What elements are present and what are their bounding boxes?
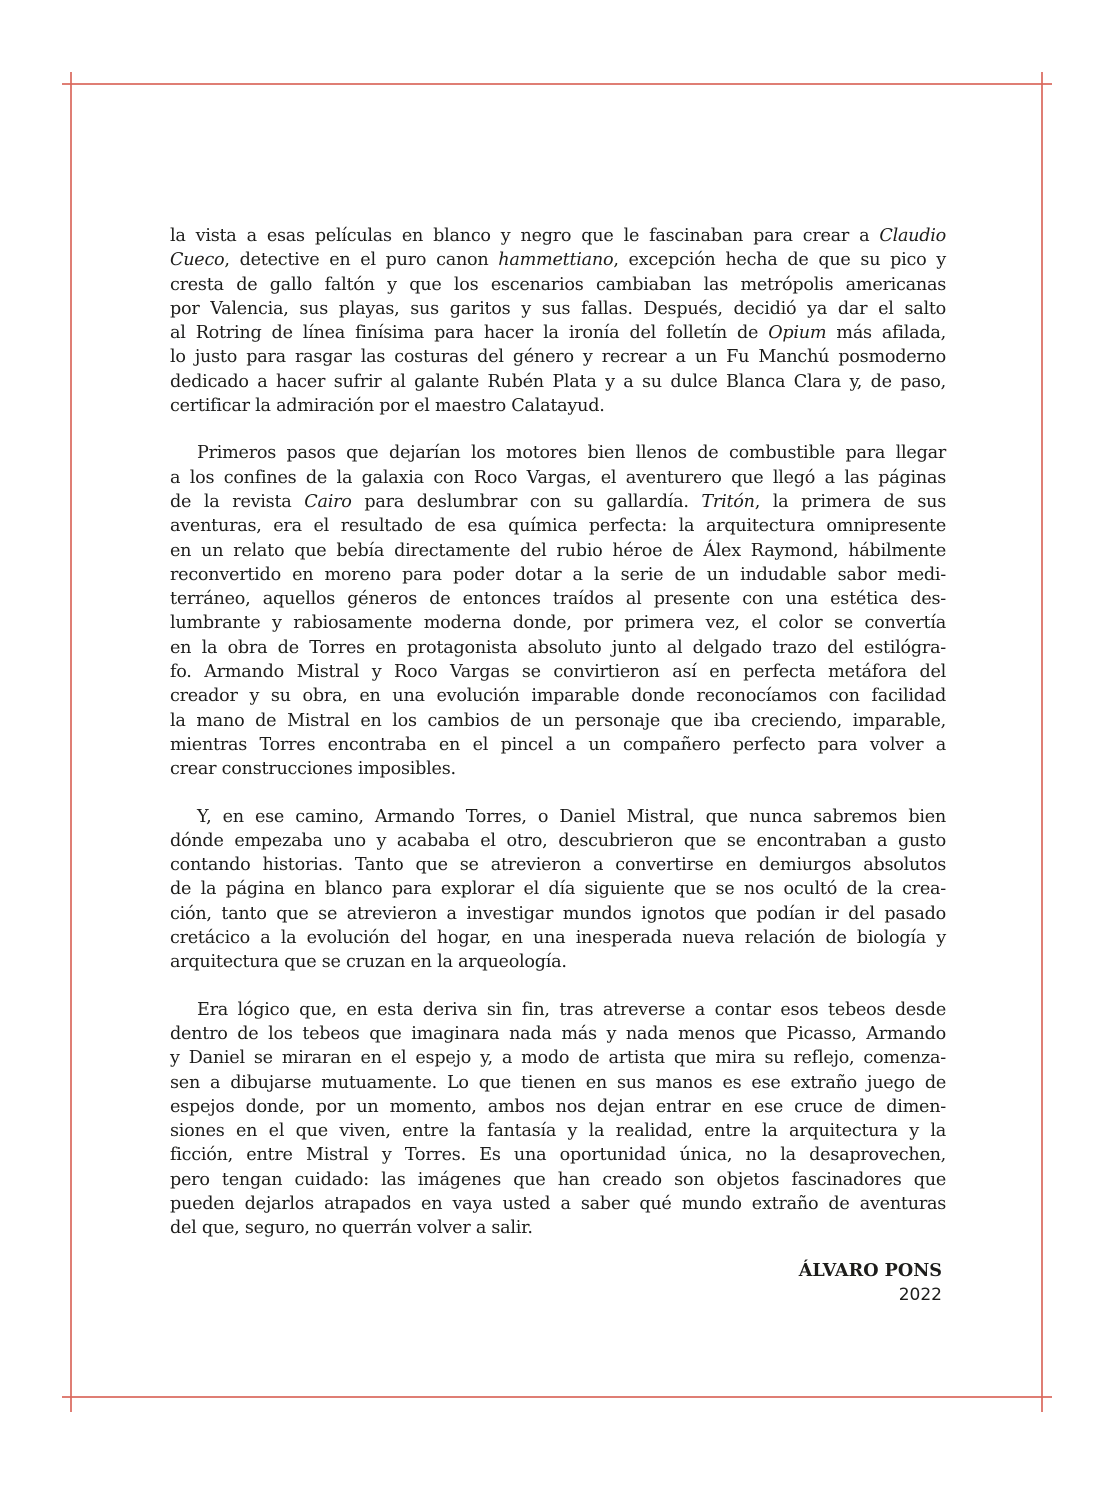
text-line [170, 1143, 946, 1167]
text-run: por Valencia, sus playas, sus garitos y sus fallas. Después, decidió ya dar el salto [170, 298, 946, 319]
text-run: dedicado a hacer sufrir al galante Rubén Plata y a su dulce Blanca Clara y, de paso, [170, 371, 946, 392]
text-run: crear construcciones imposibles. [170, 759, 456, 780]
italic-title: Cairo [304, 491, 352, 512]
text-line [170, 757, 946, 781]
text-line [170, 563, 946, 587]
frame-bottom-line [62, 1396, 1052, 1398]
text-line [170, 926, 946, 950]
text-line [170, 1192, 946, 1216]
text-line [170, 684, 946, 708]
text-line [170, 853, 946, 877]
text-run: en un relato que bebía directamente del rubio héroe de Álex Raymond, hábilmente [170, 540, 946, 561]
text-line [170, 394, 946, 418]
text-run: más afilada, [826, 323, 946, 344]
text-line [170, 587, 946, 611]
essay-body [170, 224, 946, 1264]
text-run: certificar la admiración por el maestro Calatayud. [170, 396, 605, 417]
text-run: Era lógico que, en esta deriva sin fin, tras atreverse a contar esos tebeos desde [197, 999, 946, 1020]
text-line [170, 539, 946, 563]
text-line [170, 321, 946, 345]
italic-title: Claudio [879, 226, 946, 246]
text-run: mientras Torres encontraba en el pincel a un compañero perfecto para volver a [170, 734, 946, 755]
text-run: la mano de Mistral en los cambios de un personaje que iba creciendo, imparable, [170, 710, 946, 731]
text-run: lumbrante y rabiosamente moderna donde, por primera vez, el color se convertía [170, 613, 946, 634]
text-run: cretácico a la evolución del hogar, en una inesperada nueva relación de biología y [170, 928, 946, 949]
text-line [170, 902, 946, 926]
text-line [170, 297, 946, 321]
text-run: reconvertido en moreno para poder dotar a la serie de un indudable sabor medi- [170, 564, 946, 585]
text-line [170, 345, 946, 369]
paragraph [170, 998, 946, 1241]
text-run: contando historias. Tanto que se atrevieron a convertirse en demiurgos absolutos [170, 855, 946, 876]
text-run: , excepción hecha de que su pico y [613, 250, 946, 271]
text-line [170, 1046, 946, 1070]
text-line [170, 1168, 946, 1192]
text-line [170, 733, 946, 757]
text-run: ción, tanto que se atrevieron a investigar mundos ignotos que podían ir del pasado [170, 903, 946, 924]
frame-left-line [70, 72, 72, 1412]
italic-title: Cueco [170, 250, 225, 271]
text-line [170, 998, 946, 1022]
text-run: arquitectura que se cruzan en la arqueología. [170, 952, 567, 973]
text-run: pero tengan cuidado: las imágenes que han creado son objetos fascinadores que [170, 1169, 946, 1190]
text-run: al Rotring de línea finísima para hacer la ironía del folletín de [170, 323, 769, 344]
paragraph [170, 224, 946, 418]
text-run: sen a dibujarse mutuamente. Lo que tienen en sus manos es ese extraño juego de [170, 1072, 946, 1093]
italic-title: hammettiano [498, 250, 614, 271]
frame-top-line [62, 83, 1052, 85]
text-run: creador y su obra, en una evolución imparable donde reconocíamos con facilidad [170, 686, 946, 707]
paragraph [170, 805, 946, 975]
text-run: fo. Armando Mistral y Roco Vargas se convirtieron así en perfecta metáfora del [170, 662, 946, 683]
frame-right-line [1041, 72, 1043, 1412]
text-run: pueden dejarlos atrapados en vaya usted a saber qué mundo extraño de aventuras [170, 1193, 946, 1214]
text-line [170, 636, 946, 660]
text-line [170, 805, 946, 829]
italic-title: Tritón [701, 491, 755, 512]
text-line [170, 877, 946, 901]
text-line [170, 660, 946, 684]
text-run: de la página en blanco para explorar el día siguiente que se nos ocultó de la crea- [170, 879, 946, 900]
text-line [170, 611, 946, 635]
text-run: espejos donde, por un momento, ambos nos dejan entrar en ese cruce de dimen- [170, 1096, 946, 1117]
text-line [170, 466, 946, 490]
text-line [170, 1071, 946, 1095]
author-name: ÁLVARO PONS [798, 1260, 942, 1281]
text-run: en la obra de Torres en protagonista absoluto junto al delgado trazo del estilógra- [170, 637, 946, 658]
text-run: ficción, entre Mistral y Torres. Es una oportunidad única, no la desaprovechen, [170, 1145, 946, 1166]
text-line [170, 370, 946, 394]
text-run: , detective en el puro canon [224, 250, 499, 271]
text-run: aventuras, era el resultado de esa química perfecta: la arquitectura omnipresente [170, 516, 946, 537]
text-run: terráneo, aquellos géneros de entonces traídos al presente con una estética des- [170, 589, 946, 610]
text-line [170, 224, 946, 248]
text-line [170, 441, 946, 465]
text-run: Y, en ese camino, Armando Torres, o Daniel Mistral, que nunca sabremos bien [197, 806, 946, 827]
text-run: la vista a esas películas en blanco y negro que le fascinaban para crear a [170, 226, 880, 246]
text-line [170, 1119, 946, 1143]
text-run: Primeros pasos que dejarían los motores bien llenos de combustible para llegar [197, 443, 946, 464]
signature-block [799, 1258, 942, 1308]
text-run: dentro de los tebeos que imaginara nada más y nada menos que Picasso, Armando [170, 1023, 946, 1044]
text-line [170, 1216, 946, 1240]
text-line [170, 1095, 946, 1119]
text-line [170, 950, 946, 974]
text-run: siones en el que viven, entre la fantasía y la realidad, entre la arquitectura y la [170, 1121, 946, 1142]
paragraph [170, 441, 946, 781]
text-line [170, 490, 946, 514]
text-line [170, 709, 946, 733]
text-run: y Daniel se miraran en el espejo y, a modo de artista que mira su reflejo, comenza- [170, 1048, 946, 1069]
text-line [170, 1022, 946, 1046]
text-line [170, 829, 946, 853]
text-line [170, 273, 946, 297]
signature-year: 2022 [898, 1285, 942, 1305]
text-run: lo justo para rasgar las costuras del género y recrear a un Fu Manchú posmoderno [170, 347, 946, 368]
text-run: cresta de gallo faltón y que los escenarios cambiaban las metrópolis americanas [170, 274, 946, 295]
italic-title: Opium [768, 323, 827, 344]
text-run: , la primera de sus [754, 491, 947, 512]
text-run: a los confines de la galaxia con Roco Vargas, el aventurero que llegó a las páginas [170, 467, 946, 488]
text-run: de la revista [170, 491, 305, 512]
text-run: del que, seguro, no querrán volver a salir. [170, 1218, 533, 1239]
text-run: dónde empezaba uno y acababa el otro, descubrieron que se encontraban a gusto [170, 830, 946, 851]
text-line [170, 514, 946, 538]
text-line [170, 248, 946, 272]
text-run: para deslumbrar con su gallardía. [351, 491, 702, 512]
